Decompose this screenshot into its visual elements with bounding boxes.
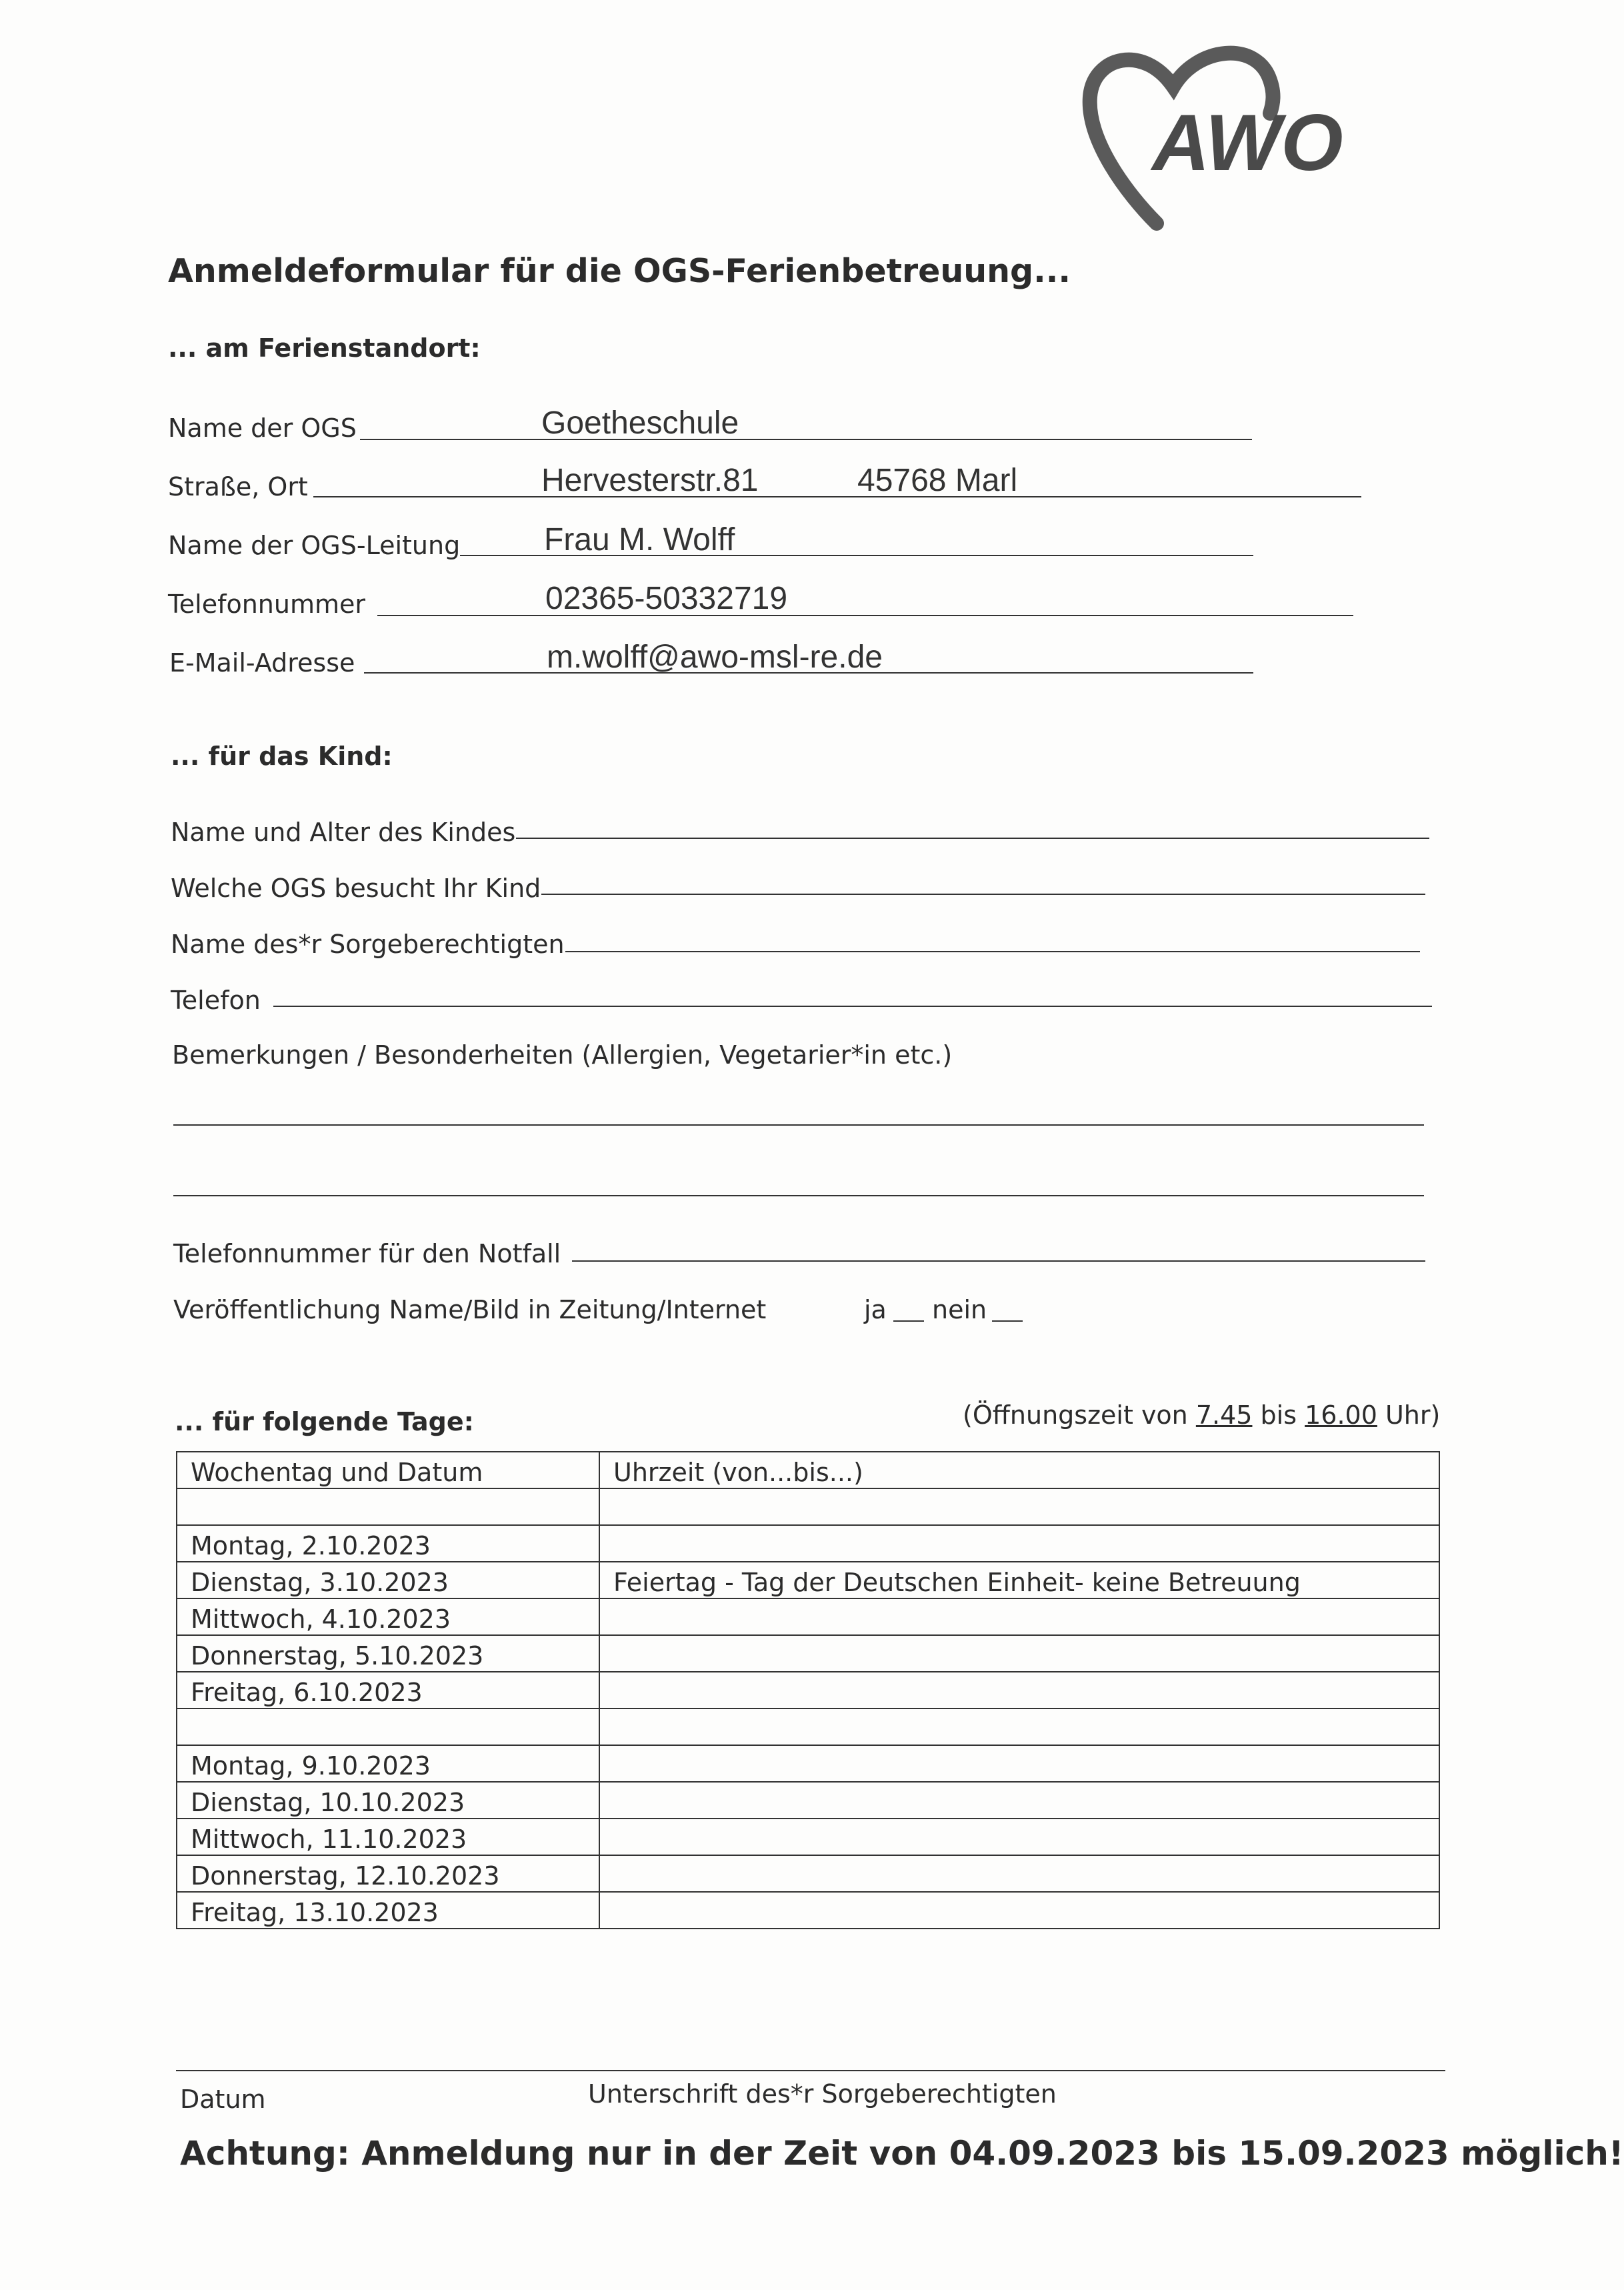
- table-row: [177, 1635, 1439, 1672]
- time-cell[interactable]: [599, 1855, 1439, 1892]
- table-row: [177, 1855, 1439, 1892]
- table-row: [177, 1525, 1439, 1562]
- telefonnummer-line: [377, 615, 1353, 616]
- table-row: [177, 1488, 1439, 1525]
- time-cell[interactable]: [599, 1708, 1439, 1745]
- awo-logo: [1080, 40, 1343, 233]
- label-notfall: Telefonnummer für den Notfall: [173, 1239, 561, 1268]
- kind-heading: ... für das Kind:: [171, 742, 393, 771]
- tage-heading: ... für folgende Tage:: [175, 1407, 474, 1436]
- form-title: Anmeldeformular für die OGS-Ferienbetreuung...: [168, 252, 1071, 290]
- heart-logo-icon: [1080, 40, 1343, 233]
- oeffnungszeit-to: 16.00: [1305, 1400, 1377, 1430]
- day-cell: Dienstag, 3.10.2023: [177, 1562, 599, 1598]
- time-cell[interactable]: [599, 1782, 1439, 1819]
- label-telefonnummer: Telefonnummer: [168, 590, 365, 619]
- day-cell: Mittwoch, 4.10.2023: [177, 1598, 599, 1635]
- label-leitung: Name der OGS-Leitung: [168, 531, 461, 560]
- table-row: [177, 1562, 1439, 1598]
- label-veroeffentlichung: Veröffentlichung Name/Bild in Zeitung/Internet: [173, 1295, 767, 1324]
- ja-checkbox[interactable]: [893, 1320, 924, 1322]
- label-datum: Datum: [180, 2085, 266, 2114]
- day-cell: Freitag, 6.10.2023: [177, 1672, 599, 1708]
- table-row: [177, 1892, 1439, 1929]
- time-cell[interactable]: [599, 1745, 1439, 1782]
- table-row: [177, 1819, 1439, 1855]
- table-row: [177, 1782, 1439, 1819]
- label-unterschrift: Unterschrift des*r Sorgeberechtigten: [588, 2079, 1057, 2109]
- sorgeberechtigte-input[interactable]: [565, 951, 1420, 952]
- table-row: [177, 1598, 1439, 1635]
- nein-checkbox[interactable]: [992, 1320, 1023, 1322]
- logo-text: AWO: [1152, 98, 1343, 187]
- label-kind-name: Name und Alter des Kindes: [171, 818, 516, 847]
- day-cell: Freitag, 13.10.2023: [177, 1892, 599, 1929]
- telefon-input[interactable]: [273, 1006, 1432, 1007]
- days-table: [176, 1451, 1440, 1929]
- ort-value[interactable]: 45768 Marl: [857, 463, 1018, 498]
- time-cell[interactable]: [599, 1892, 1439, 1929]
- bemerkungen-input-line-2[interactable]: [173, 1195, 1424, 1196]
- oeffnungszeit-mid: bis: [1252, 1400, 1305, 1430]
- ogs-name-value[interactable]: Goetheschule: [541, 405, 739, 441]
- notfall-input[interactable]: [572, 1260, 1425, 1262]
- time-cell[interactable]: [599, 1598, 1439, 1635]
- strasse-ort-line: [313, 496, 1361, 497]
- label-sorgeberechtigte: Name des*r Sorgeberechtigten: [171, 930, 565, 959]
- standort-heading: ... am Ferienstandort:: [168, 333, 481, 363]
- label-nein: nein: [932, 1295, 987, 1324]
- time-cell[interactable]: Feiertag - Tag der Deutschen Einheit- keine Betreuung: [599, 1562, 1439, 1598]
- time-cell[interactable]: [599, 1525, 1439, 1562]
- day-cell: Donnerstag, 12.10.2023: [177, 1855, 599, 1892]
- table-row: [177, 1708, 1439, 1745]
- label-ja: ja: [864, 1295, 887, 1324]
- oeffnungszeit-suffix: Uhr): [1377, 1400, 1441, 1430]
- day-cell: Dienstag, 10.10.2023: [177, 1782, 599, 1819]
- label-welche-ogs: Welche OGS besucht Ihr Kind: [171, 874, 541, 903]
- email-value[interactable]: m.wolff@awo-msl-re.de: [547, 640, 883, 675]
- telefonnummer-value[interactable]: 02365-50332719: [545, 581, 788, 616]
- label-email: E-Mail-Adresse: [169, 648, 355, 678]
- day-cell: Donnerstag, 5.10.2023: [177, 1635, 599, 1672]
- oeffnungszeit-from: 7.45: [1195, 1400, 1253, 1430]
- kind-name-input[interactable]: [516, 838, 1429, 839]
- table-row: [177, 1672, 1439, 1708]
- label-bemerkungen: Bemerkungen / Besonderheiten (Allergien, Vegetarier*in etc.): [172, 1040, 953, 1070]
- day-cell: [177, 1708, 599, 1745]
- time-cell[interactable]: [599, 1819, 1439, 1855]
- bemerkungen-input-line-1[interactable]: [173, 1124, 1424, 1126]
- day-cell: [177, 1488, 599, 1525]
- table-row: [177, 1745, 1439, 1782]
- day-cell: Montag, 2.10.2023: [177, 1525, 599, 1562]
- time-cell[interactable]: [599, 1672, 1439, 1708]
- column-header-time: Uhrzeit (von...bis...): [599, 1452, 1439, 1488]
- time-cell[interactable]: [599, 1488, 1439, 1525]
- oeffnungszeit-prefix: (Öffnungszeit von: [963, 1400, 1196, 1430]
- table-header-row: [177, 1452, 1439, 1488]
- day-cell: Mittwoch, 11.10.2023: [177, 1819, 599, 1855]
- label-telefon: Telefon: [171, 986, 261, 1015]
- column-header-day: Wochentag und Datum: [177, 1452, 599, 1488]
- signature-line[interactable]: [176, 2070, 1445, 2071]
- day-cell: Montag, 9.10.2023: [177, 1745, 599, 1782]
- label-ogs-name: Name der OGS: [168, 413, 357, 443]
- label-strasse-ort: Straße, Ort: [168, 472, 308, 501]
- time-cell[interactable]: [599, 1635, 1439, 1672]
- strasse-value[interactable]: Hervesterstr.81: [541, 463, 759, 498]
- leitung-value[interactable]: Frau M. Wolff: [544, 522, 735, 557]
- warning-note: Achtung: Anmeldung nur in der Zeit von 04.09.2023 bis 15.09.2023 möglich!: [180, 2134, 1624, 2173]
- ogs-name-line: [360, 439, 1252, 440]
- oeffnungszeit: [963, 1400, 1440, 1430]
- welche-ogs-input[interactable]: [541, 894, 1425, 895]
